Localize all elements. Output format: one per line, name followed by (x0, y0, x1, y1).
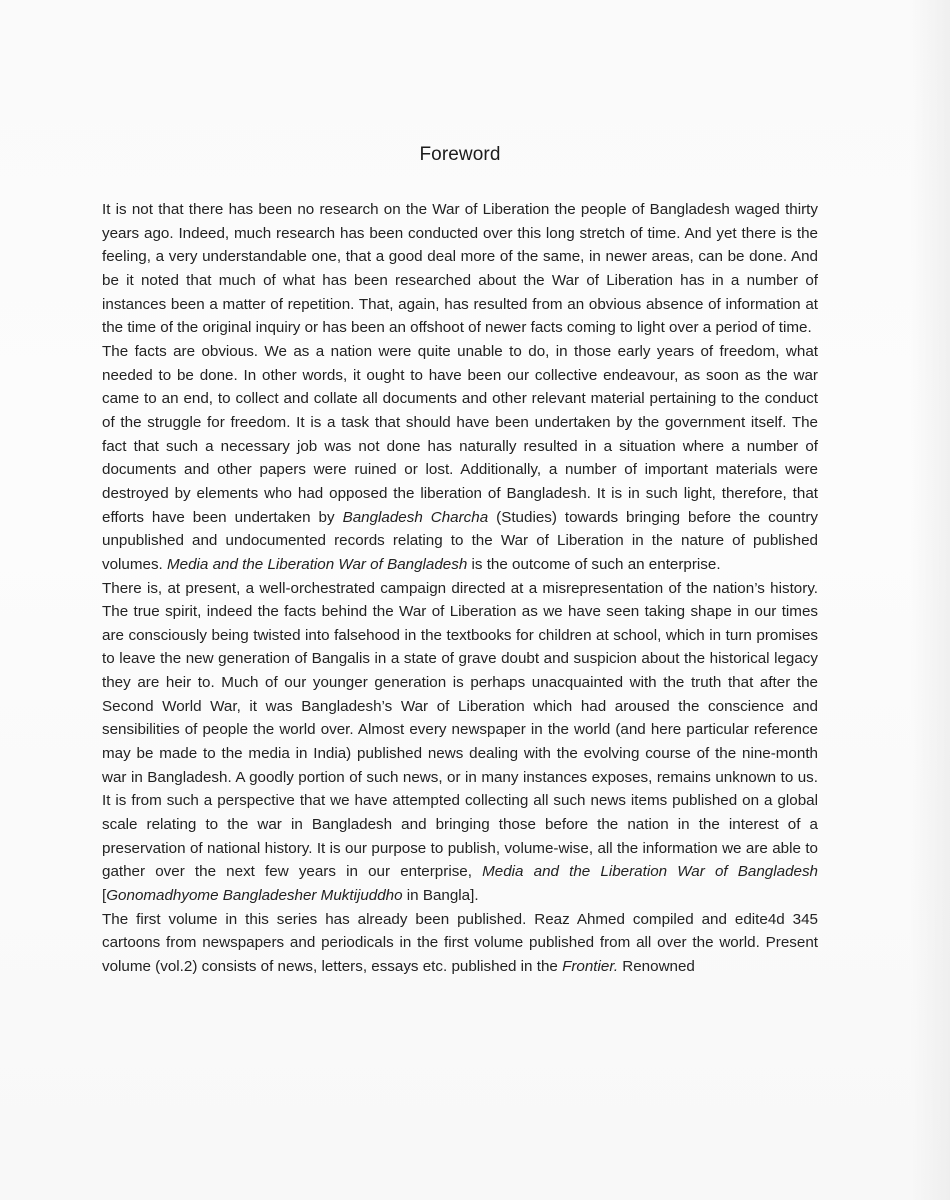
text-run: Renowned (618, 958, 695, 975)
italic-text: Gonomadhyome Bangladesher Muktijuddho (106, 887, 403, 905)
text-run: The facts are obvious. We as a nation were quite unable to do, in those early years of freedom, what needed to be done. In other words, it ought to have been our collective endeavour, as soon as the war came to an end, to collect and collate all documents and other relevant material pertaining to the conduct of the struggle for freedom. It is a task that should have been undertaken by the government itself. The fact that such a necessary job was not done has naturally resulted in a situation where a number of documents and other papers were ruined or lost. Additionally, a number of important materials were destroyed by elements who had opposed the liberation of Bangladesh. It is in such light, therefore, that efforts have been undertaken by (102, 342, 818, 526)
text-run: The first volume in this series has already been published. Reaz Ahmed compiled and edite4d 345 cartoons from newspapers and periodicals in the first volume published from all over the world. Present volume (vol.2) consists of news, letters, essays etc. published in the (102, 910, 818, 975)
italic-text: Frontier. (562, 958, 619, 975)
italic-text: Media and the Liberation War of Bangladesh (482, 863, 819, 881)
text-run: There is, at present, a well-orchestrated campaign directed at a misrepresentation of the nation’s history. The true spirit, indeed the facts behind the War of Liberation as we have seen taking shape in our times are consciously being twisted into falsehood in the textbooks for children at school, which in turn promises to leave the new generation of Bangalis in a state of grave doubt and suspicion about the historical legacy they are heir to. Much of our younger generation is perhaps unacquainted with the truth that after the Second World War, it was Bangladesh’s War of Liberation which had aroused the conscience and sensibilities of people the world over. Almost every newspaper in the world (and here particular reference may be made to the media in India) published news dealing with the evolving course of the nine-month war in Bangladesh. A goodly portion of such news, or in many instances exposes, remains unknown to us. It is from such a perspective that we have attempted collecting all such news items published on a global scale relating to the war in Bangladesh and bringing those before the nation in the interest of a preservation of national history. It is our purpose to publish, volume-wise, all the information we are able to gather over the next few years in our enterprise, (102, 579, 818, 881)
text-run: It is not that there has been no research on the War of Liberation the people of Bangladesh waged thirty years ago. Indeed, much research has been conducted over this long stretch of time. And yet there is the feeling, a very understandable one, that a good deal more of the same, in newer areas, can be done. And be it noted that much of what has been researched about the War of Liberation has in a number of instances been a matter of repetition. That, again, has resulted from an obvious absence of information at the time of the original inquiry or has been an offshoot of newer facts coming to light over a period of time. (102, 201, 818, 337)
text-run: in Bangla]. (402, 887, 479, 905)
italic-text: Bangladesh Charcha (342, 508, 489, 526)
paragraph (102, 198, 818, 340)
text-run: (Studies) towards bringing before the country unpublished and undocumented records relating to the War of Liberation in the nature of published volumes. (102, 508, 818, 573)
paragraph (102, 577, 818, 908)
text-run: [ (102, 887, 107, 905)
paragraph (102, 908, 818, 979)
page-title: Foreword (419, 144, 501, 165)
document-body (102, 198, 818, 979)
paragraph (102, 340, 818, 577)
italic-text: Media and the Liberation War of Bangladesh (167, 555, 468, 573)
text-run: is the outcome of such an enterprise. (467, 555, 721, 573)
